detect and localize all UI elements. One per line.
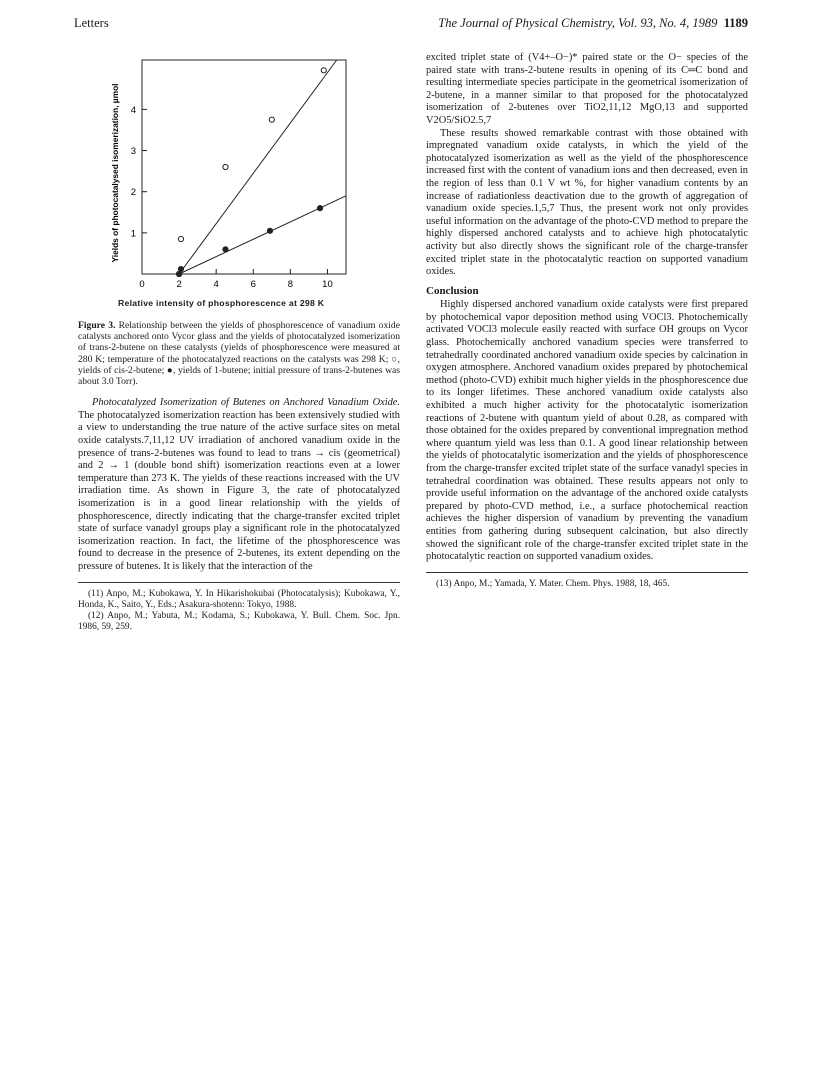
x-tick-label: 0 <box>139 279 145 290</box>
scatter-chart <box>78 54 400 294</box>
continued-paragraph: excited triplet state of (V4+–O−)* paired state or the O− species of the paired state with trans-2-butene results in opening of its C═C bond and resulting intermediate species participate in the geometrical isomerization of 2-butene, in a manner similar to that proposed for the photocatalyzed isomerization of 2-butenes over TiO2,11,12 MgO,13 and supported V2O5/SiO2.5,7 <box>426 52 748 126</box>
data-point-open <box>223 164 228 169</box>
x-tick-label: 10 <box>322 279 333 290</box>
journal-name: The Journal of Physical Chemistry, Vol. 93, No. 4, 1989 <box>438 16 718 30</box>
footnote-rule <box>78 582 400 583</box>
x-tick-label: 6 <box>250 279 256 290</box>
conclusion-heading: Conclusion <box>426 284 479 297</box>
reference-item: (13) Anpo, M.; Yamada, Y. Mater. Chem. Phys. 1988, 18, 465. <box>436 578 670 589</box>
data-point-filled <box>223 247 228 252</box>
paragraph-heading: Photocatalyzed Isomerization of Butenes on Anchored Vanadium Oxide. <box>92 397 400 409</box>
footnote-rule <box>426 572 748 573</box>
chart-xlabel: Relative intensity of phosphorescence at 298 K <box>118 298 325 308</box>
figure-3 <box>78 54 400 314</box>
left-references <box>78 589 400 633</box>
page-header <box>74 16 748 34</box>
x-tick-label: 8 <box>287 279 294 290</box>
data-point-open <box>269 117 274 122</box>
data-point-filled <box>317 206 322 211</box>
journal-citation <box>438 16 748 31</box>
reference-item: (11) Anpo, M.; Kubokawa, Y. In Hikarishokubai (Photocatalysis); Kubokawa, Y., Honda, K., Saito, Y., Eds.; Asakura-shotenn: Tokyo, 1988. <box>78 588 400 610</box>
data-point-filled <box>176 271 181 276</box>
isomerization-paragraph <box>78 397 400 573</box>
left-column <box>78 54 400 633</box>
section-name: Letters <box>74 16 109 30</box>
contrast-paragraph: These results showed remarkable contrast with those obtained with impregnated vanadium oxide catalysts, in which the yield of the photocatalyzed isomerization as well as the yield of the phosphorescence increased first with the content of vanadium ions and then decreased, even in the region of less than 0.1 V wt %, for higher vanadium contents by an increase of radiationless deactivation due to the growth of aggregation of vanadium oxide species.1,5,7 Thus, the present work not only provides useful information on the advantage of the photo-CVD method to prepare the highly dispersed anchored catalysts and to achieve high photocatalytic activity but also directly shows the significant role of the charge-transfer excited triplet state in the photocatalytic reaction on supported vanadium oxides. <box>426 127 748 278</box>
right-references <box>426 579 748 590</box>
y-tick-label: 1 <box>130 228 136 240</box>
caption-text: Relationship between the yields of phosphorescence of vanadium oxide catalysts anchored onto Vycor glass and the yields of photocatalyzed isomerization of trans-2-butene on these catalysts (yields of phosphorescence were measured at 280 K; temperature of the photocatalyzed reactions on the catalysts was 298 K; ○, yields of cis-2-butene; ●, yields of 1-butene; initial pressure of trans-2-butenes was about 3.0 Torr). <box>78 320 400 388</box>
right-column <box>426 52 748 590</box>
figure-caption <box>78 320 400 387</box>
data-point-filled <box>267 228 272 233</box>
left-body <box>78 397 400 573</box>
y-tick-label: 2 <box>130 187 136 199</box>
page-number: 1189 <box>723 16 748 30</box>
conclusion-paragraph: Highly dispersed anchored vanadium oxide catalysts were first prepared by photochemical vapor deposition method using VOCl3. Photochemically activated VOCl3 molecule easily reacted with surface OH groups on Vycor glass. Photochemically anchored vanadium species were transferred to tetrahedrally coordinated anchored vanadium oxide species by calcination in oxygen atmosphere. Anchored vanadium oxides prepared by photochemical method (photo-CVD) exhibit much higher yields in the phosphorescence due to its longer lifetimes. These anchored vanadium oxide catalysts also exhibited a much higher activity for the photocatalytic isomerization reactions of 2-butene with quantum yield of about 0.28, as compared with those obtained for the oxides prepared by conventional impregnation method where quantum yield was less than 0.1. A good linear relationship between the yields of photocatalytic isomerization and the yields of phosphorescence from the charge-transfer excited triplet state of the surface vanadyl species in tetrahedral coordination was obtained. These results appears not only to provide useful information on the advantage of the anchored oxide catalysts prepared by photo-CVD method, i.e., a surface photochemical reaction achieves the higher dispersion of vanadium by preventing the vanadium entities from gathering during subsequent calcination, but also directly showed the significant role of the charge-transfer excited triplet state in the photocatalytic reaction on supported vanadium oxides. <box>426 299 748 563</box>
y-tick-label: 4 <box>130 104 136 116</box>
data-point-filled <box>178 266 183 271</box>
chart-ylabel: Yields of photocatalysed isomerization, µmol <box>110 83 120 263</box>
data-point-open <box>321 68 326 73</box>
y-tick-label: 3 <box>130 146 136 158</box>
reference-item: (12) Anpo, M.; Yabuta, M.; Kodama, S.; Kubokawa, Y. Bull. Chem. Soc. Jpn. 1986, 59, 259. <box>78 610 400 632</box>
paragraph-text: The photocatalyzed isomerization reaction has been extensively studied with a view to understanding the true nature of the active surface sites on metal oxide catalysts.7,11,12 UV irradiation of anchored vanadium oxide in the presence of trans-2-butenes was found to lead to trans → cis (geometrical) and 2 → 1 (double bond shift) isomerization reactions even at a lower temperature than 273 K. The yields of these reactions increased with the UV irradiation time. As shown in Figure 3, the rate of photocatalyzed isomerization is in a good linear relationship with the yields of phosphorescence, directly indicating that the charge-transfer excited triplet state of surface vanadyl groups play a significant role in the photocatalyzed isomerization reaction. In fact, the lifetime of the phosphorescence was found to decrease in the presence of 2-butenes, its extent depending on the pressure of butenes. It is likely that the interaction of the <box>78 409 400 572</box>
x-tick-label: 2 <box>176 279 182 290</box>
data-point-open <box>178 236 183 241</box>
fit-line <box>179 60 337 274</box>
x-tick-label: 4 <box>213 279 219 290</box>
caption-label: Figure 3. <box>78 320 116 331</box>
plot-frame <box>142 60 346 274</box>
